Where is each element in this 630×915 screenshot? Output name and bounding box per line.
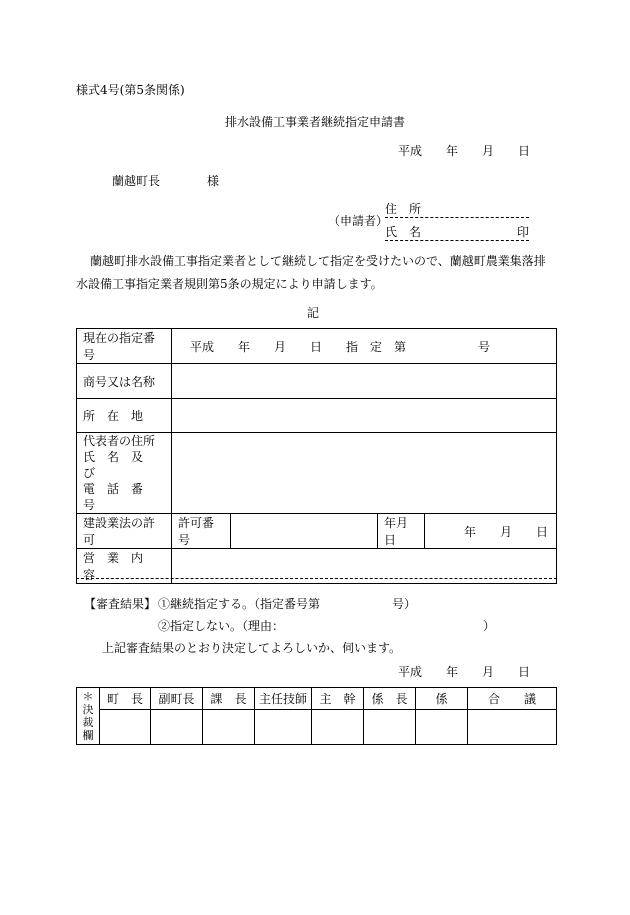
- body-text-line-1: 蘭越町排水設備工事指定業者として継続して指定を受けたいので、蘭越町農業集落排: [90, 254, 546, 268]
- rep-label-line-1: 代表者の住所: [83, 434, 156, 448]
- review-option-2[interactable]: ②指定しない。（理由：: [158, 619, 285, 633]
- address-label: 住 所: [385, 202, 422, 216]
- approval-col-chief-engineer: 主任技師: [255, 688, 312, 710]
- approval-seal-cell[interactable]: [255, 710, 312, 745]
- name-label: 氏 名: [385, 225, 422, 239]
- application-form-table: [76, 328, 557, 584]
- representative-label: [77, 433, 172, 514]
- approval-side-text: ＊決裁欄: [82, 690, 94, 742]
- table-row: [77, 329, 557, 364]
- form-title: 排水設備工事業者継続指定申請書: [225, 115, 406, 129]
- approval-col-supervisor: 主 幹: [312, 688, 364, 710]
- body-text-line-2: 水設備工事指定業者規則第5条の規定により申請します。: [76, 277, 383, 291]
- form-number: 様式4号(第5条関係): [76, 83, 185, 97]
- review-result-label: 【審査結果】: [84, 597, 157, 611]
- approval-col-subsection-chief: 係 長: [364, 688, 416, 710]
- rep-label-line-2: 氏 名 及 び: [83, 450, 156, 480]
- approval-seal-cell[interactable]: [203, 710, 255, 745]
- applicant-address-field[interactable]: [385, 200, 529, 218]
- cut-line: [76, 578, 557, 579]
- table-row: [77, 364, 557, 399]
- review-date: 平成 年 月 日: [398, 665, 531, 679]
- approval-col-deputy-mayor: 副町長: [151, 688, 203, 710]
- table-row: [77, 399, 557, 433]
- current-number-label: 現在の指定番号: [77, 329, 172, 364]
- trade-name-field[interactable]: [172, 364, 557, 399]
- trade-name-label: 商号又は名称: [77, 364, 172, 399]
- approval-seal-cell[interactable]: [468, 710, 557, 745]
- applicant-name-field[interactable]: [385, 223, 529, 241]
- application-date: 平成 年 月 日: [398, 144, 531, 158]
- approval-seal-cell[interactable]: [100, 710, 151, 745]
- ki-marker: 記: [307, 306, 320, 320]
- approval-seal-cell[interactable]: [364, 710, 416, 745]
- permit-date-field[interactable]: 年 月 日: [425, 514, 557, 549]
- business-label: 営 業 内 容: [77, 549, 172, 584]
- table-row: [77, 688, 557, 710]
- current-number-value[interactable]: 平成 年 月 日 指 定 第 号: [172, 329, 557, 364]
- table-row: [77, 514, 557, 549]
- location-field[interactable]: [172, 399, 557, 433]
- table-row: [77, 433, 557, 514]
- approval-col-consultation: 合 議: [468, 688, 557, 710]
- approval-col-staff: 係: [416, 688, 468, 710]
- permit-date-label: 年月日: [378, 514, 425, 549]
- approval-seal-cell[interactable]: [416, 710, 468, 745]
- applicant-role-label: （申請者）: [328, 214, 389, 228]
- addressee: 蘭越町長: [112, 174, 161, 188]
- representative-field[interactable]: [172, 433, 557, 514]
- location-label: 所 在 地: [77, 399, 172, 433]
- approval-side-label: [77, 688, 100, 745]
- honorific: 様: [207, 174, 220, 188]
- table-row: [77, 710, 557, 745]
- review-option-2-close: ）: [483, 619, 496, 633]
- approval-seal-cell[interactable]: [151, 710, 203, 745]
- permit-number-field[interactable]: [231, 514, 378, 549]
- approval-seal-cell[interactable]: [312, 710, 364, 745]
- rep-label-line-3: 電 話 番 号: [83, 482, 156, 512]
- approval-col-mayor: 町 長: [100, 688, 151, 710]
- approval-table: [76, 687, 557, 745]
- seal-mark: 印: [516, 225, 529, 239]
- permit-number-label: 許可番号: [172, 514, 231, 549]
- construction-license-label: 建設業法の許可: [77, 514, 172, 549]
- review-option-1[interactable]: ①継続指定する。（指定番号第 号）: [158, 597, 417, 611]
- approval-col-section-chief: 課 長: [203, 688, 255, 710]
- decision-text: 上記審査結果のとおり決定してよろしいか、伺います。: [102, 641, 402, 655]
